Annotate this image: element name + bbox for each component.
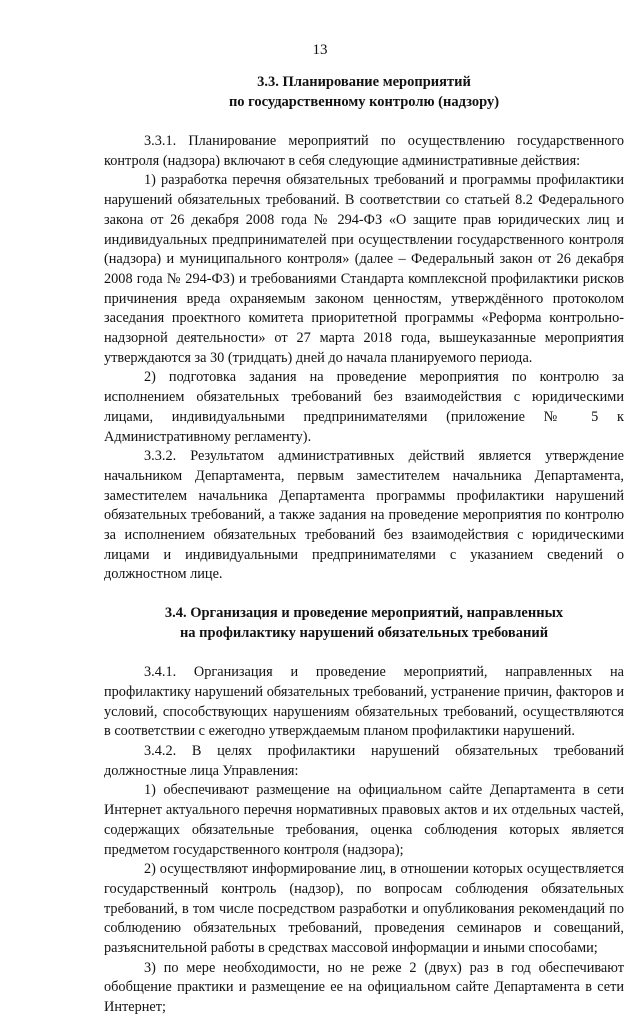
paragraph-3-3-2: 3.3.2. Результатом административных действий является утверждение начальником Департамента, первым заместителем начальника Департамента, заместителем начальника Департамента программы профилактики нарушений обязательных требований, а также задания на проведение мероприятия по контролю за исполнением обязательных требований без взаимодействия с юридическими лицами и индивидуальными предпринимателями с указанием сведений о должностном лице. xyxy=(104,448,624,583)
section-3-4-heading xyxy=(104,603,624,643)
paragraph-3-4-2: 3.4.2. В целях профилактики нарушений обязательных требований должностные лица Управления: xyxy=(104,742,624,779)
paragraph-3-3-1: 3.3.1. Планирование мероприятий по осуществлению государственного контроля (надзора) включают в себя следующие административные действия: xyxy=(104,133,624,169)
section-3-3-heading xyxy=(104,72,624,112)
paragraph-3-4-2-item-1: 1) обеспечивают размещение на официальном сайте Департамента в сети Интернет актуального перечня нормативных правовых актов и их отдельных частей, содержащих обязательные требования, оценка соблюдения которых является предметом государственного контроля (надзора); xyxy=(104,782,624,858)
section-3-4-heading-line1: 3.4. Организация и проведение мероприятий, направленных xyxy=(164,605,564,622)
page-number: 13 xyxy=(312,42,328,58)
paragraph-3-4-1: 3.4.1. Организация и проведение мероприятий, направленных на профилактику нарушений обязательных требований, устранение причин, факторов и условий, способствующих нарушениям обязательных требований, осуществляются в соответствии с ежегодно утверждаемым планом профилактики нарушений. xyxy=(104,664,624,740)
section-3-3-heading-line1: 3.3. Планирование мероприятий xyxy=(257,74,471,90)
paragraph-3-4-2-item-2: 2) осуществляют информирование лиц, в отношении которых осуществляется государственный контроль (надзор), по вопросам соблюдения обязательных требований, в том числе посредством разработки и опубликования рекомендаций по соблюдению обязательных требований, проведения семинаров и совещаний, разъяснительной работы в средствах массовой информации и иными способами; xyxy=(104,861,624,957)
paragraph-3-4-2-item-3: 3) по мере необходимости, но не реже 2 (двух) раз в год обеспечивают обобщение практики и размещение ее на официальном сайте Департамента в сети Интернет; xyxy=(104,959,624,1016)
section-3-3-heading-line2: по государственному контролю (надзору) xyxy=(228,94,500,110)
section-3-4-heading-line2: на профилактику нарушений обязательных требований xyxy=(179,625,549,642)
paragraph-3-3-1-item-2: 2) подготовка задания на проведение мероприятия по контролю за исполнением обязательных требований без взаимодействия с юридическими лицами, индивидуальными предпринимателями (приложение № 5 к Административному регламенту). xyxy=(104,369,624,445)
document-body xyxy=(104,72,624,1018)
paragraph-3-3-1-item-1: 1) разработка перечня обязательных требований и программы профилактики нарушений обязательных требований. В соответствии со статьей 8.2 Федерального закона от 26 декабря 2008 года № 294-ФЗ «О защите прав юридических лиц и индивидуальных предпринимателей при осуществлении государственного контроля (надзора) и муниципального контроля» (далее – Федеральный закон от 26 декабря 2008 года № 294-ФЗ) и требованиями Стандарта комплексной профилактики рисков причинения вреда охраняемым законом ценностям, утверждённого протоколом заседания проектного комитета приоритетной программы «Реформа контрольно-надзорной деятельности» от 27 марта 2018 года, вышеуказанные мероприятия утверждаются за 30 (тридцать) дней до начала планируемого периода. xyxy=(104,172,624,366)
